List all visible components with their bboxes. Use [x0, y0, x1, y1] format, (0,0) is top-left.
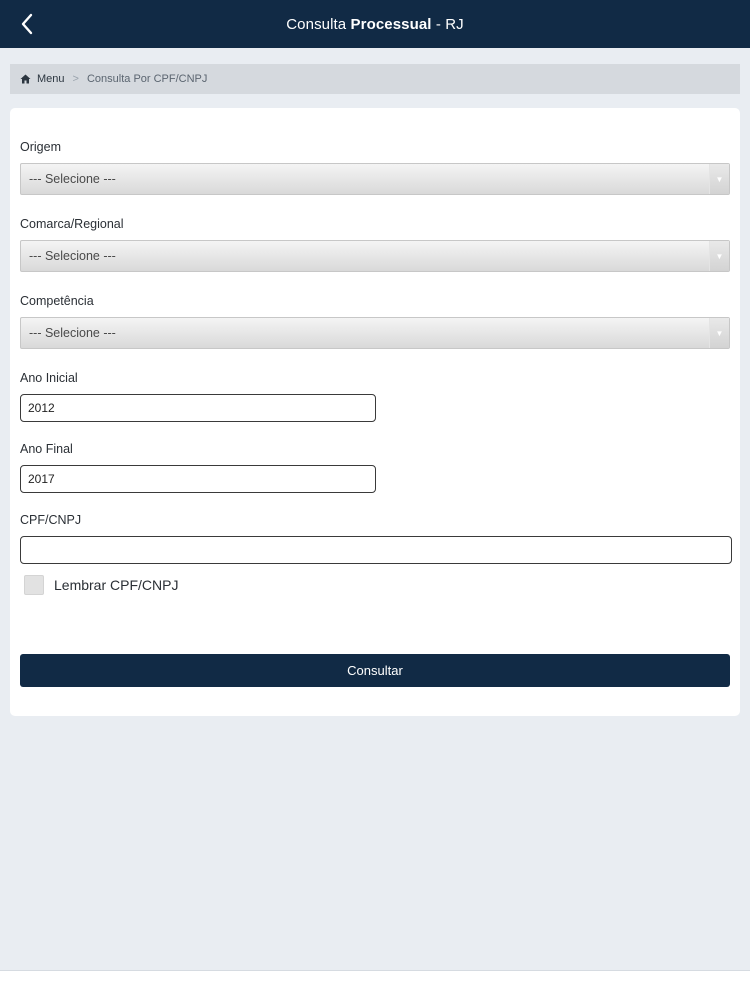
- ano-inicial-label: Ano Inicial: [20, 371, 78, 385]
- comarca-select-value: --- Selecione ---: [29, 249, 116, 263]
- title-suffix: - RJ: [431, 15, 464, 33]
- ano-final-input[interactable]: [20, 465, 376, 493]
- breadcrumb-separator: >: [72, 73, 79, 85]
- app-header: [0, 0, 750, 48]
- title-bold: Processual: [350, 15, 432, 33]
- breadcrumb: [10, 64, 740, 94]
- origem-select[interactable]: [20, 163, 730, 195]
- back-button[interactable]: [12, 9, 42, 39]
- breadcrumb-current: Consulta Por CPF/CNPJ: [86, 73, 208, 85]
- ano-final-label: Ano Final: [20, 442, 73, 456]
- competencia-label: Competência: [20, 294, 94, 308]
- remember-cpf-checkbox[interactable]: [24, 575, 44, 595]
- breadcrumb-home-label: Menu: [37, 73, 65, 85]
- remember-cpf-label: Lembrar CPF/CNPJ: [54, 577, 179, 593]
- comarca-label: Comarca/Regional: [20, 217, 124, 231]
- cpf-cnpj-label: CPF/CNPJ: [20, 513, 82, 527]
- chevron-down-icon: ▼: [709, 241, 729, 271]
- search-form-card: [10, 108, 740, 716]
- origem-label: Origem: [20, 140, 61, 154]
- remember-cpf-row[interactable]: [24, 574, 178, 596]
- chevron-down-icon: ▼: [709, 164, 729, 194]
- bottom-bar: [0, 970, 750, 1000]
- consultar-button[interactable]: Consultar: [20, 654, 730, 687]
- title-prefix: Consulta: [286, 15, 351, 33]
- origem-select-value: --- Selecione ---: [29, 172, 116, 186]
- comarca-select[interactable]: [20, 240, 730, 272]
- cpf-cnpj-input[interactable]: [20, 536, 732, 564]
- chevron-left-icon: [20, 13, 34, 35]
- breadcrumb-home-link[interactable]: [20, 73, 65, 85]
- home-icon: [20, 74, 31, 84]
- ano-inicial-input[interactable]: [20, 394, 376, 422]
- page-title: [286, 16, 464, 33]
- competencia-select-value: --- Selecione ---: [29, 326, 116, 340]
- chevron-down-icon: ▼: [709, 318, 729, 348]
- competencia-select[interactable]: [20, 317, 730, 349]
